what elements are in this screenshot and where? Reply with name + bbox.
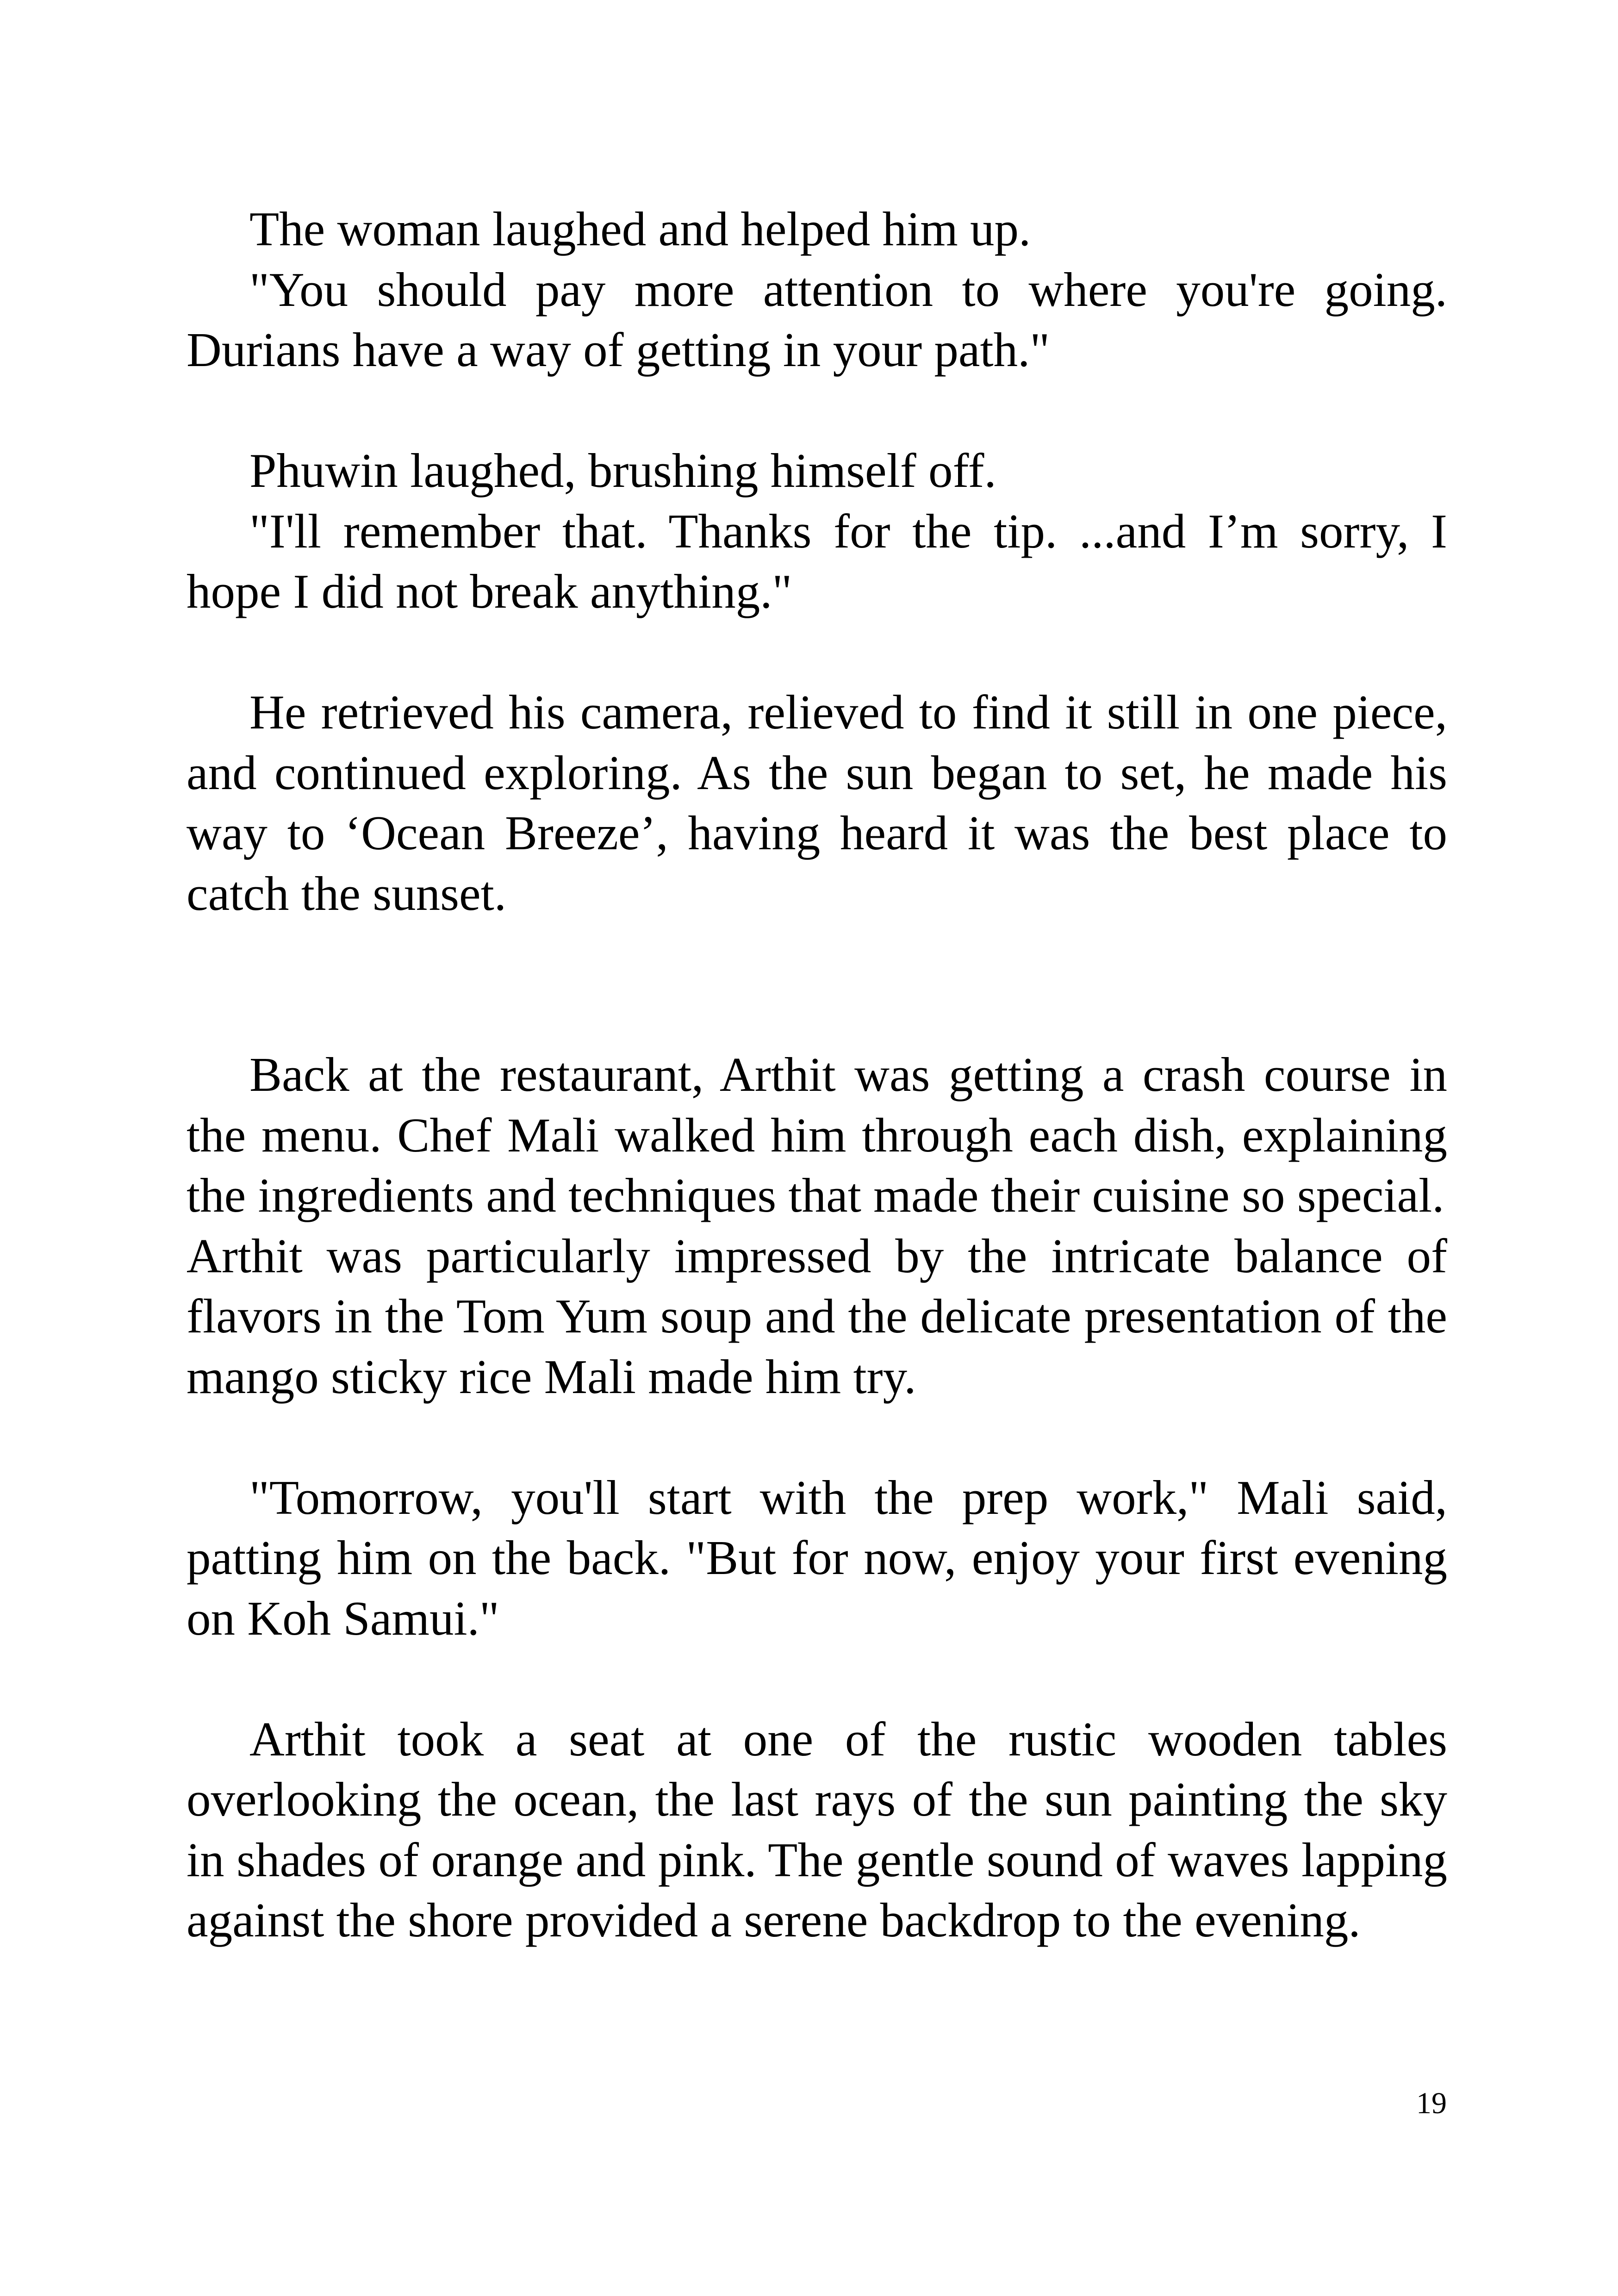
paragraph-line: The woman laughed and helped him up.	[249, 202, 1031, 256]
page-number: 19	[1416, 2086, 1447, 2120]
paragraph-line: Arthit was particularly impressed by the intricate balance of flavors in the Tom Yum soup and the delicate presentation of the mango sticky rice Mali made him try.	[187, 1228, 1447, 1404]
paragraph	[187, 441, 1447, 622]
paragraph-line: He retrieved his camera, relieved to find it still in one piece, and continued exploring. As the sun began to set, he made his way to ‘Ocean Breeze’, having heard it was the best place to catch the sunset.	[187, 685, 1447, 921]
paragraph	[187, 682, 1447, 924]
paragraph-line: Phuwin laughed, brushing himself off.	[249, 443, 996, 498]
paragraph-spacer	[187, 1407, 1447, 1468]
paragraph	[187, 199, 1447, 380]
paragraph-line: "You should pay more attention to where you're going. Durians have a way of getting in your path."	[187, 262, 1447, 377]
paragraph-line: Arthit took a seat at one of the rustic wooden tables overlooking the ocean, the last rays of the sun painting the sky in shades of orange and pink. The gentle sound of waves lapping against the shore provided a serene backdrop to the evening.	[187, 1711, 1447, 1947]
paragraph	[187, 1045, 1447, 1407]
section-spacer	[187, 924, 1447, 1045]
body-text	[187, 199, 1447, 1951]
paragraph-spacer	[187, 622, 1447, 683]
paragraph-line: "Tomorrow, you'll start with the prep work," Mali said, patting him on the back. "But for now, enjoy your first evening on Koh Samui."	[187, 1470, 1447, 1645]
paragraph-line: Back at the restaurant, Arthit was getting a crash course in the menu. Chef Mali walked him through each dish, explaining the ingredients and techniques that made their cuisine so special.	[187, 1047, 1447, 1222]
paragraph	[187, 1709, 1447, 1951]
paragraph-spacer	[187, 380, 1447, 441]
paragraph	[187, 1468, 1447, 1649]
paragraph-spacer	[187, 1649, 1447, 1709]
paragraph-line: "I'll remember that. Thanks for the tip. ...and I’m sorry, I hope I did not break anything."	[187, 504, 1447, 618]
